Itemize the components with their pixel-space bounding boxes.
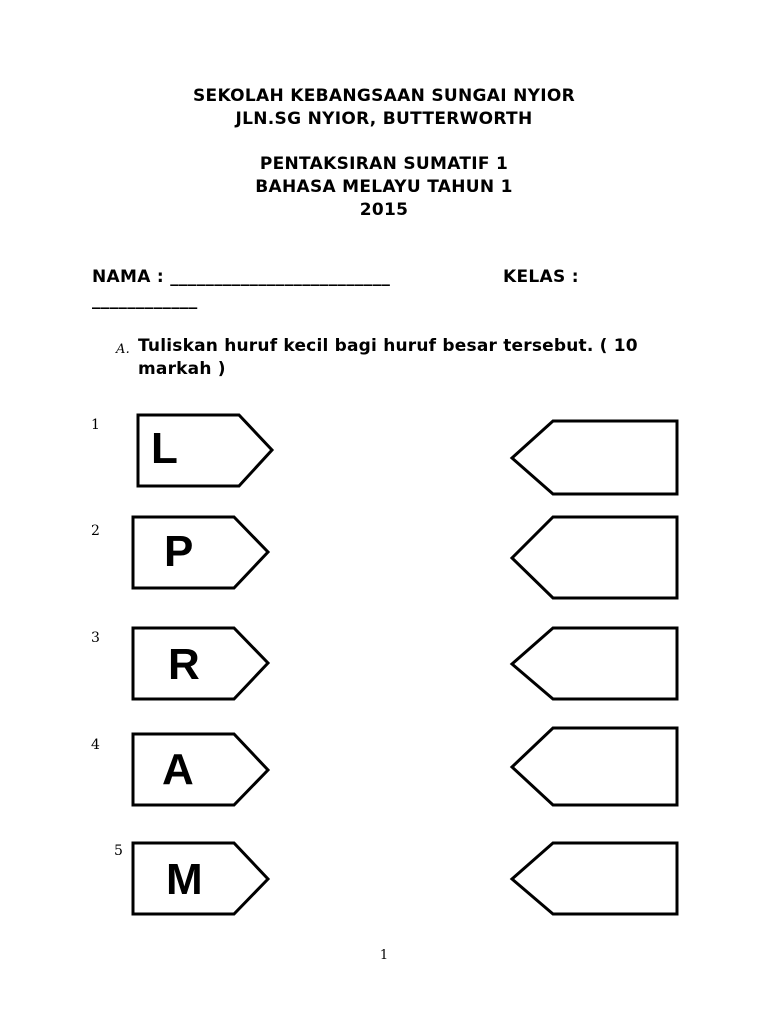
question-number: 3 [91,630,100,646]
subject-title: BAHASA MELAYU TAHUN 1 [255,177,513,197]
instruction-line-1: Tuliskan huruf kecil bagi huruf besar tersebut. ( 10 [138,336,638,356]
uppercase-letter: M [166,855,203,904]
class-label: KELAS : [503,267,579,287]
uppercase-letter-box [133,517,268,588]
lowercase-answer-box [512,628,677,699]
lowercase-answer-box [512,517,677,598]
name-field[interactable]: NAMA : _________________________ [92,267,391,287]
exam-year: 2015 [359,200,409,220]
uppercase-letter: L [151,424,178,473]
question-number: 5 [114,843,123,859]
lowercase-answer-box [512,843,677,914]
school-name: SEKOLAH KEBANGSAAN SUNGAI NYIOR [193,86,575,106]
uppercase-letter-box [133,734,268,805]
question-number: 4 [91,737,100,753]
uppercase-letter: P [164,527,194,576]
school-address: JLN.SG NYIOR, BUTTERWORTH [235,109,533,129]
section-marker: A. [116,342,130,357]
class-field[interactable]: ____________ [92,290,198,310]
page-number: 1 [379,948,389,963]
question-number: 1 [91,417,100,433]
uppercase-letter-box [133,628,268,699]
exam-title: PENTAKSIRAN SUMATIF 1 [259,154,509,174]
lowercase-answer-box [512,421,677,494]
instruction-line-2: markah ) [138,359,226,379]
uppercase-letter: A [162,745,194,794]
lowercase-answer-box [512,728,677,805]
uppercase-letter: R [168,640,200,689]
question-number: 2 [91,523,100,539]
